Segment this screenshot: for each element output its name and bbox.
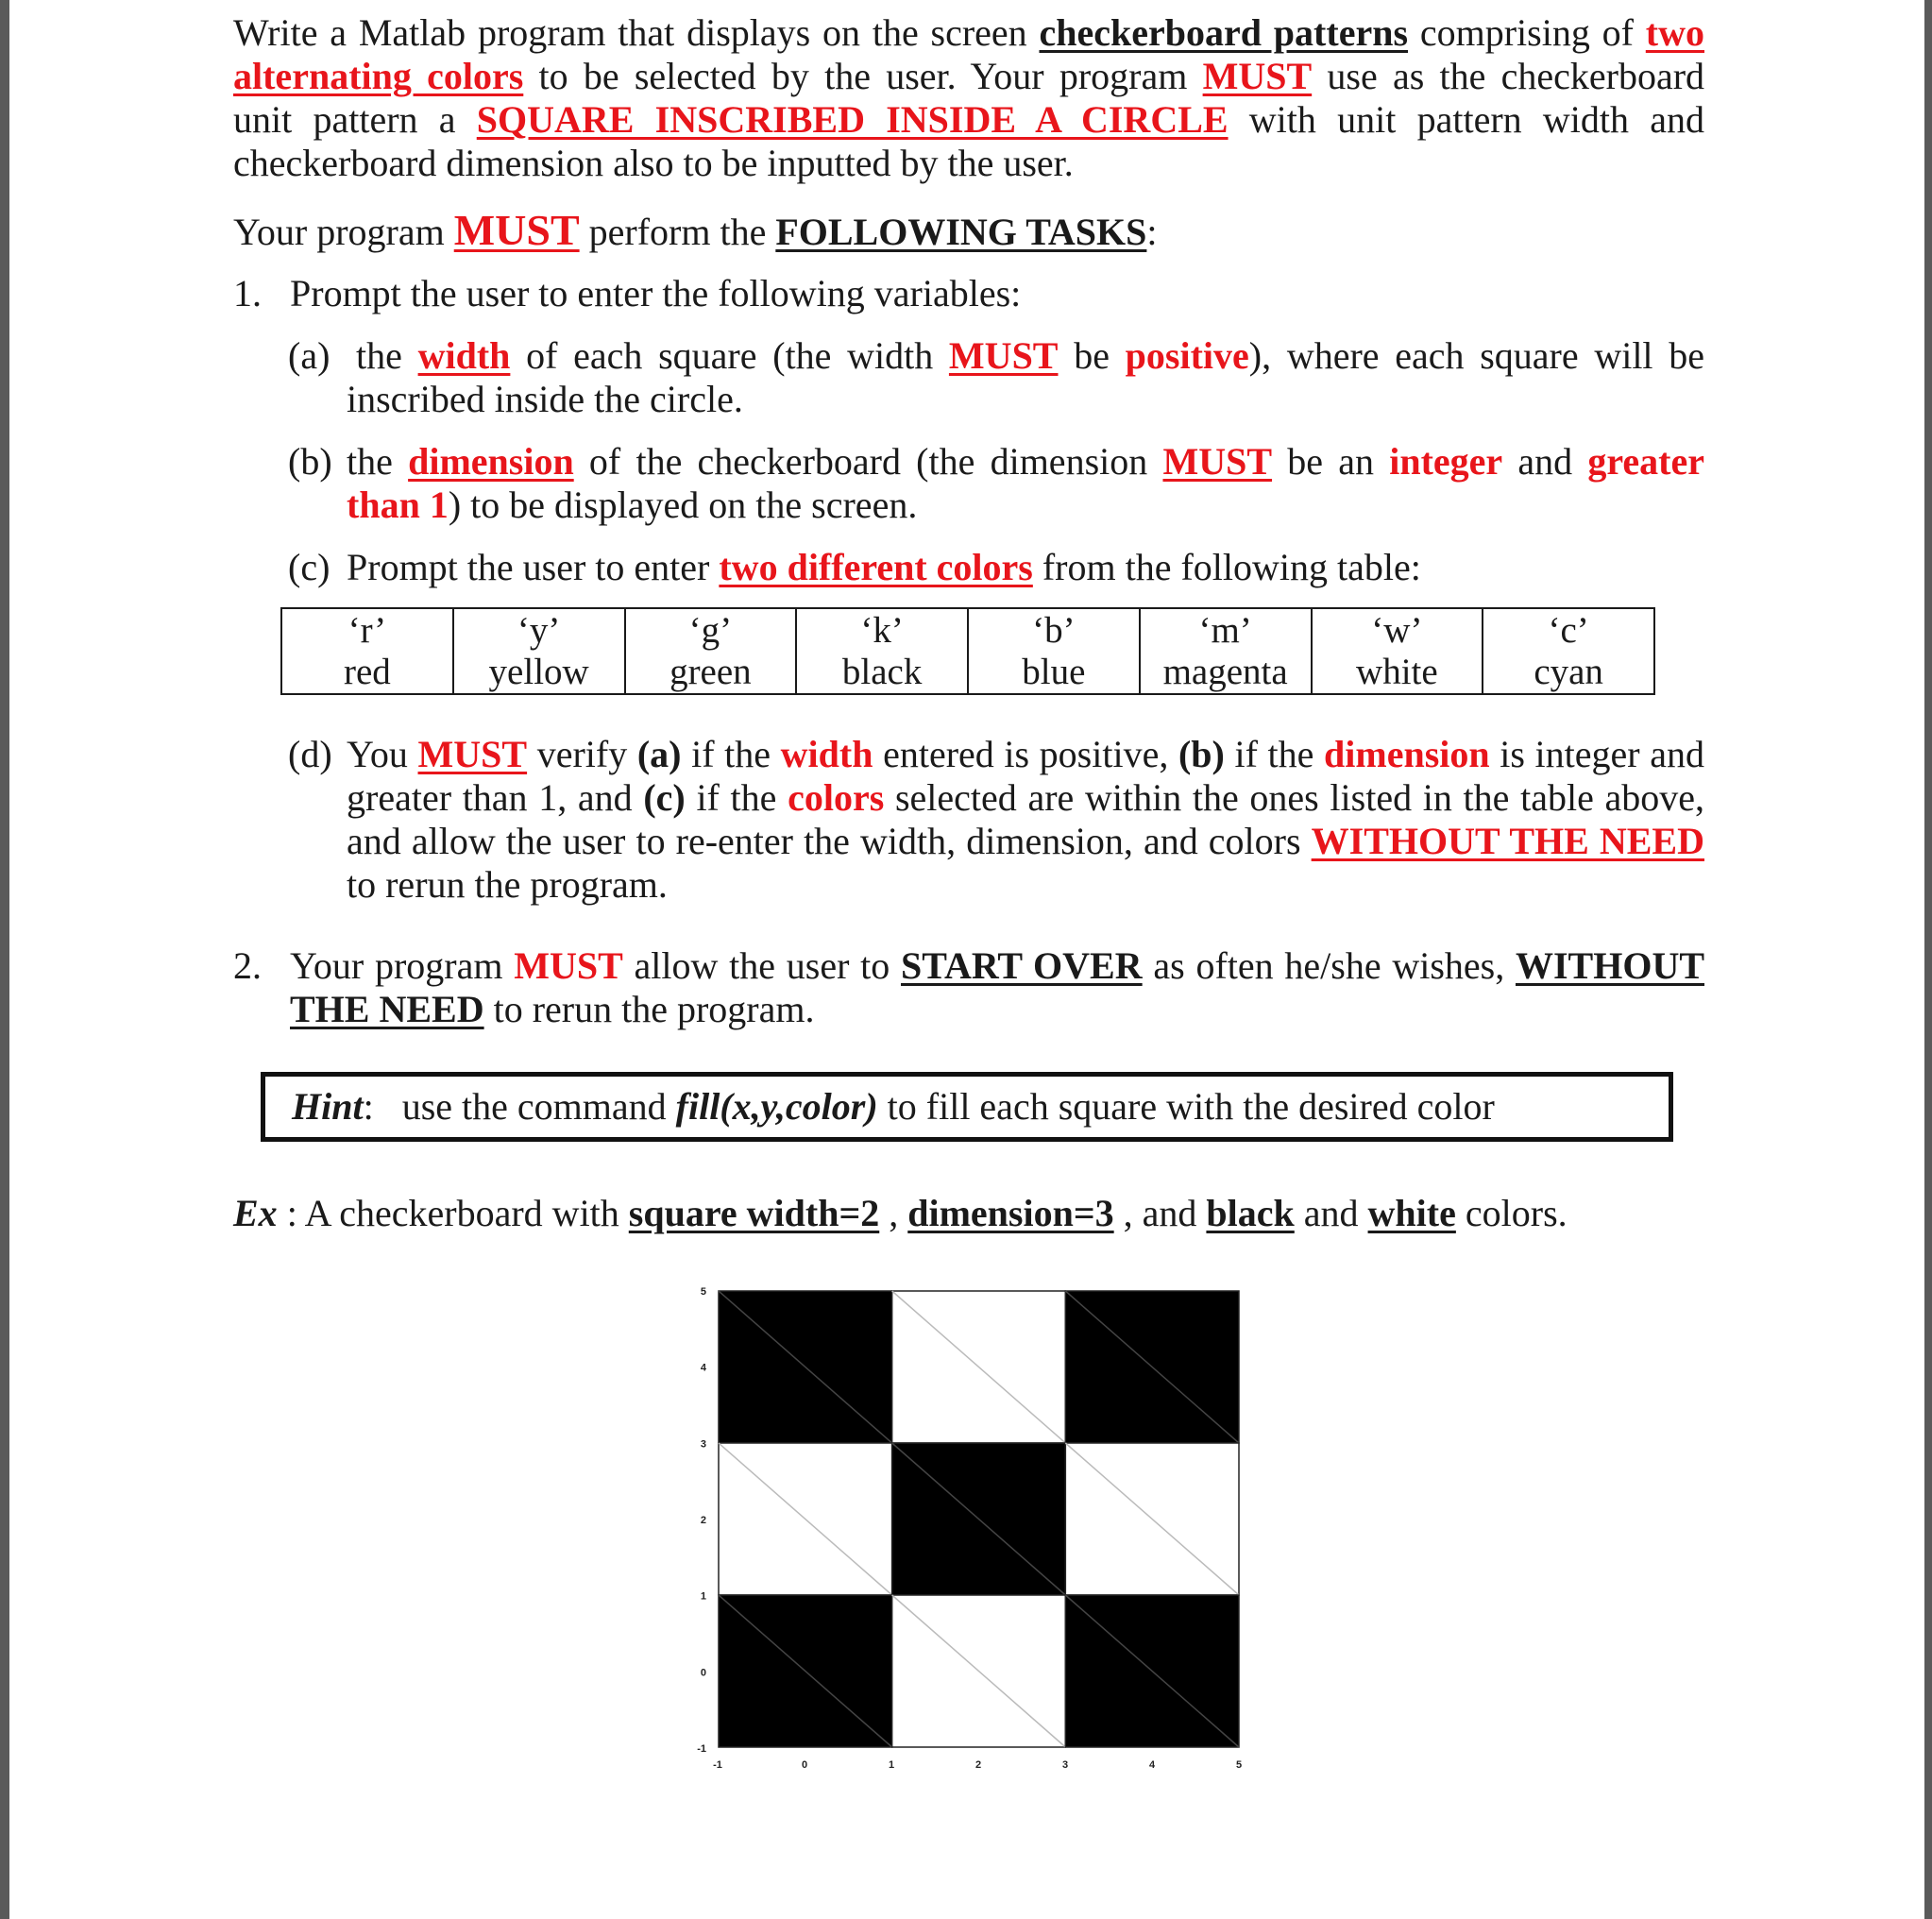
item-b-continuation: than 1) to be displayed on the screen. [347,484,918,526]
y-tick-label: 0 [700,1667,706,1679]
y-tick-label: 5 [700,1286,706,1298]
right-window-border [1924,0,1932,1919]
y-tick-label: 2 [700,1515,706,1526]
must-emphasis: MUST [1202,55,1313,97]
color-cell-red: ‘r’ red [281,608,453,694]
y-tick-label: 1 [700,1590,706,1603]
item-2-number: 2. [233,944,262,987]
item-c-label: (c) [288,546,330,588]
left-window-border [0,0,9,1919]
color-table-row [281,608,1654,694]
color-cell-green: ‘g’ green [625,608,797,694]
item-1-number: 1. [233,272,262,314]
intro-paragraph [233,11,1704,185]
x-tick-label: 2 [974,1759,982,1771]
x-tick-label: 4 [1148,1759,1156,1771]
item-2-text: Your program MUST allow the user to START OVER as often he/she wishes, WITHOUT THE NEED to rerun the program. [290,944,1705,1030]
hint-label: Hint [292,1085,364,1128]
intro-line-3: unit pattern a SQUARE INSCRIBED INSIDE A CIRCLE with unit pattern width and [233,98,1704,141]
color-cell-blue: ‘b’ blue [968,608,1140,694]
item-1-text: Prompt the user to enter the following variables: [290,272,1022,314]
color-cell-cyan: ‘c’ cyan [1483,608,1654,694]
hint-box: Hint: use the command fill(x,y,color) to fill each square with the desired color [261,1072,1673,1142]
checkerboard-example-chart [661,1265,1275,1775]
two-emphasis: two [1645,11,1705,54]
item-a-text: the width of each square (the width MUST be positive), where each square will be [356,334,1705,377]
item-c-text: Prompt the user to enter two different colors from the following table: [347,546,1421,588]
x-tick-label: -1 [713,1759,722,1771]
fill-command: fill(x,y,color) [675,1085,878,1128]
y-tick-label: 4 [700,1362,706,1374]
color-cell-white: ‘w’ white [1312,608,1483,694]
alternating-colors-emphasis: alternating colors [233,55,524,97]
color-cell-yellow: ‘y’ yellow [453,608,625,694]
intro-line-1: Write a Matlab program that displays on the screen checkerboard patterns comprising of two [233,11,1705,54]
color-cell-black: ‘k’ black [796,608,968,694]
intro-line-4: checkerboard dimension also to be inputted by the user. [233,142,1074,184]
color-options-table [280,607,1655,695]
item-d-text: You MUST verify (a) if the width entered is positive, (b) if the dimension is integer and greater than 1, and (c) if the colors selected are within the ones listed in the table above, and allow the user to re-enter the width, dimension, and colors WITHOUT THE NEED to rerun the program. [347,733,1705,906]
x-tick-label: 3 [1061,1759,1069,1771]
intro-line-2: alternating colors to be selected by the user. Your program MUST use as the checkerboard [233,55,1705,97]
item-d-label: (d) [288,733,332,775]
item-a-label: (a) [288,334,330,377]
item-b-text: the dimension of the checkerboard (the dimension MUST be an integer and greater [347,440,1704,483]
x-tick-label: 5 [1235,1759,1243,1771]
example-caption: Ex : A checkerboard with square width=2 , dimension=3 , and black and white colors. [233,1192,1568,1234]
item-a-continuation: inscribed inside the circle. [347,378,743,420]
tasks-heading: Your program MUST perform the FOLLOWING TASKS: [233,206,1158,254]
x-tick-label: 1 [888,1759,895,1771]
square-inscribed-emphasis: SQUARE INSCRIBED INSIDE A CIRCLE [476,98,1229,141]
x-tick-label: 0 [801,1759,808,1771]
checkerboard-patterns-emphasis: checkerboard patterns [1039,11,1409,54]
y-tick-label: 3 [700,1438,706,1451]
color-cell-magenta: ‘m’ magenta [1140,608,1312,694]
y-tick-label: -1 [697,1743,706,1755]
item-b-label: (b) [288,440,332,483]
